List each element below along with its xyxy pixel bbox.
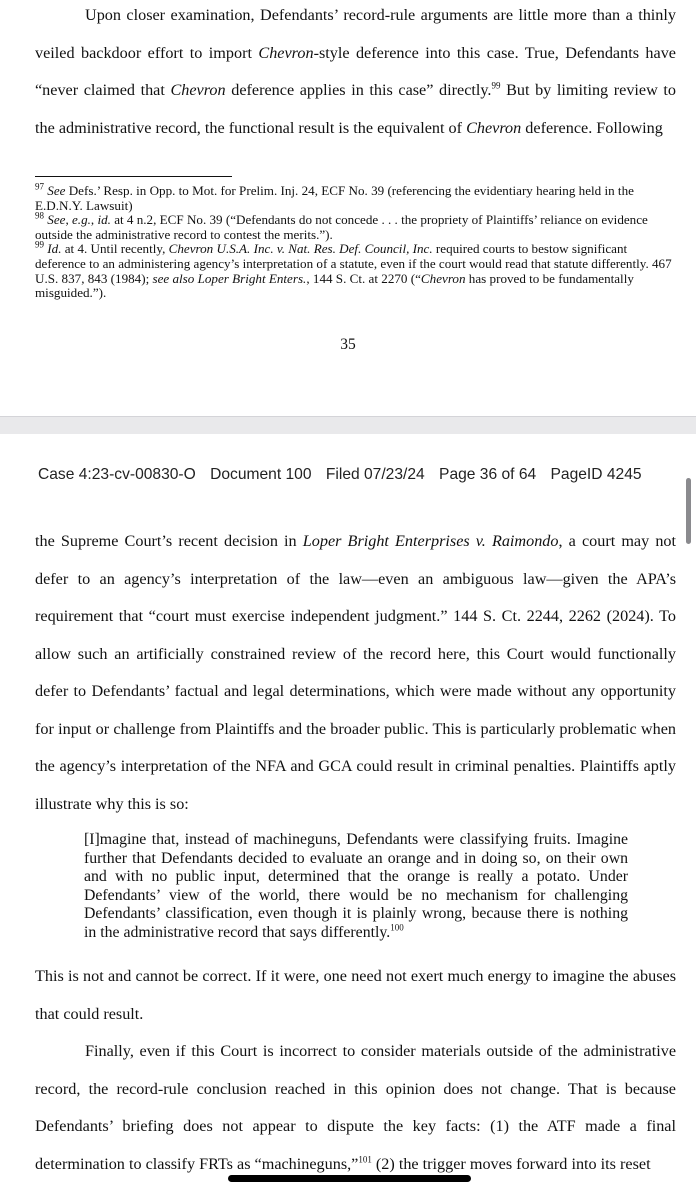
text-run: at 4. Until recently, — [61, 241, 169, 257]
italic-text: Chevron — [258, 43, 314, 62]
text-run: the Supreme Court’s recent decision in — [35, 532, 303, 550]
page-break — [0, 416, 696, 436]
footnote-ref: 97 — [35, 181, 44, 192]
italic-text: Chevron U.S.A. Inc. v. Nat. Res. Def. Council, Inc. — [168, 241, 433, 257]
text-run: [I]magine that, instead of machineguns, Defendants were classifying fruits. Imagine further that Defendants decided to evaluate an orange and in doing so, on their own and with no public input, determined that the orange is really a potato. Under Defendants’ view of the world, there would be no mechanism for challenging Defendants’ classification, even though it is plainly wrong, because there is nothing in the administrative record that says differently. — [84, 831, 628, 941]
paragraph-abuses — [35, 958, 676, 1033]
paragraph-loper-bright — [35, 523, 676, 823]
paragraph-record-rule — [35, 0, 676, 147]
document-page-35 — [0, 0, 696, 416]
italic-text: See, e.g. — [47, 212, 91, 228]
page-number: 35 — [340, 336, 356, 353]
block-quote — [84, 831, 628, 943]
footnote-ref: 99 — [491, 80, 501, 91]
document-number: Document 100 — [210, 466, 312, 483]
text-run: , — [90, 212, 98, 228]
text-run: deference applies in this case” directly. — [225, 81, 492, 99]
text-run: , a court may not defer to an agency’s interpretation of the law—even an ambiguous law—given the APA’s requirement that “court must exercise independent judgment.” 144 S. Ct. 2244, 2262 (2024). To allow such an artificially constrained review of the record here, this Court would functionally defer to Defendants’ factual and legal determinations, which were made without any opportunity for input or challenge from Plaintiffs and the broader public. This is particularly problematic when the agency’s interpretation of the NFA and GCA could result in criminal penalties. Plaintiffs aptly illustrate why this is so: — [35, 532, 677, 813]
text-run: Defs.’ Resp. in Opp. to Mot. for Prelim. Inj. 24, ECF No. 39 (referencing the evidentiary hearing held in the E.D.N.Y. Lawsuit) — [35, 183, 634, 213]
text-run: Finally, even if this Court is incorrect to consider materials outside of the administrative record, the record-rule conclusion reached in this opinion does not change. That is because Defendants’ briefing does not appear to dispute the key facts: (1) the ATF made a final determination to classify FRTs as “machineguns,” — [35, 1042, 676, 1173]
footnote-ref: 98 — [35, 210, 44, 221]
text-run: deference. Following — [521, 118, 663, 137]
text-run: at 4 n.2, ECF No. 39 (“Defendants do not concede . . . the propriety of Plaintiffs’ reliance on evidence outside the administrative record to contest the merits.”). — [35, 212, 648, 242]
text-run: has proved to be fundamentally misguided.”). — [35, 270, 634, 301]
footnote-ref: 100 — [390, 922, 404, 933]
block-quote-text — [84, 831, 628, 943]
case-number: Case 4:23-cv-00830-O — [38, 466, 196, 483]
footnotes — [35, 181, 676, 301]
paragraph-loper-bright-block — [35, 523, 676, 823]
italic-text: see also Loper Bright Enters. — [152, 270, 307, 286]
text-run: This is not and cannot be correct. If it were, one need not exert much energy to imagine the abuses that could result. — [35, 967, 676, 1023]
page-count: Page 36 of 64 — [439, 466, 537, 483]
opening-paragraph — [35, 0, 676, 147]
italic-text: Loper Bright Enterprises v. Raimondo — [302, 532, 559, 550]
text-run: required courts to bestow significant deference to an administering agency’s interpretation of a statute, even if the court would read that statute differently. 467 U.S. 837, 843 (1984); — [35, 241, 672, 286]
page-id: PageID 4245 — [550, 466, 642, 483]
footnote-99 — [35, 242, 676, 300]
footnote-ref: 99 — [35, 240, 44, 251]
italic-text: Id. — [47, 241, 62, 257]
filed-date: Filed 07/23/24 — [325, 466, 425, 483]
paragraph-abuses-block — [35, 958, 676, 1183]
footnote-separator — [35, 176, 232, 177]
footnote-98 — [35, 210, 676, 242]
text-run: , 144 S. Ct. at 2270 (“ — [306, 270, 421, 286]
footnote-ref: 101 — [358, 1154, 372, 1165]
italic-text: See — [47, 183, 66, 198]
document-page-36 — [0, 434, 696, 1200]
italic-text: Chevron — [420, 270, 466, 286]
text-run: But by limiting review to the administrative record, the functional result is the equivalent of — [35, 81, 676, 137]
italic-text: Chevron — [466, 118, 522, 137]
italic-text: Chevron — [170, 81, 226, 99]
text-run: Upon closer examination, Defendants’ record-rule arguments are little more than a thinly veiled backdoor effort to import — [35, 6, 676, 62]
text-run: (2) the trigger moves forward into its reset — [371, 1154, 651, 1173]
case-header — [38, 466, 678, 484]
text-run: -style deference into this case. True, Defendants have “never claimed that — [35, 43, 676, 99]
italic-text: id. — [97, 212, 111, 228]
home-indicator[interactable] — [228, 1175, 471, 1182]
paragraph-finally — [35, 1033, 676, 1183]
scrollbar-thumb[interactable] — [686, 478, 691, 544]
footnote-97 — [35, 181, 676, 213]
